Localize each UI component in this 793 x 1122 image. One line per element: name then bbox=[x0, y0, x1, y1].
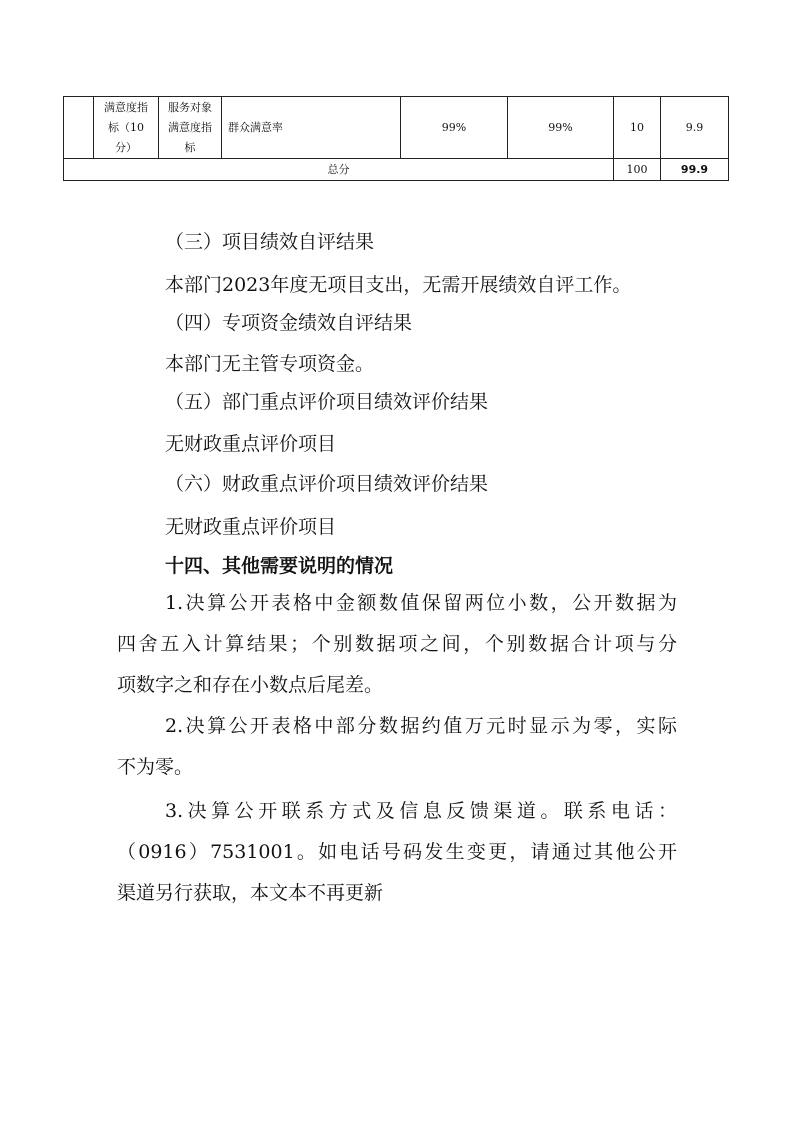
section-14-title: 十四、其他需要说明的情况 bbox=[165, 555, 394, 577]
section-5-body: 无财政重点评价项目 bbox=[165, 433, 337, 455]
table-total-weight: 100 bbox=[614, 159, 661, 181]
note-3 bbox=[117, 791, 677, 914]
section-6-body: 无财政重点评价项目 bbox=[165, 516, 337, 538]
table-cell-category: 满意度指标（10分） bbox=[94, 97, 159, 159]
note-1-line-1: 1.决算公开表格中金额数值保留两位小数，公开数据为 bbox=[165, 592, 677, 614]
section-4-title: （四）专项资金绩效自评结果 bbox=[165, 312, 413, 334]
section-4-body: 本部门无主管专项资金。 bbox=[165, 353, 375, 375]
section-5-title: （五）部门重点评价项目绩效评价结果 bbox=[165, 391, 489, 413]
table-cell-empty bbox=[64, 97, 94, 159]
note-1 bbox=[117, 583, 677, 706]
table-cell-indicator: 群众满意率 bbox=[222, 97, 401, 159]
section-3-title: （三）项目绩效自评结果 bbox=[165, 231, 375, 253]
table-cell-subcategory: 服务对象满意度指标 bbox=[159, 97, 222, 159]
table-total-score: 99.9 bbox=[661, 159, 729, 181]
table-total-label: 总分 bbox=[64, 159, 614, 181]
section-3-body: 本部门2023年度无项目支出，无需开展绩效自评工作。 bbox=[165, 274, 632, 296]
table-total-row bbox=[64, 159, 729, 181]
section-6-title: （六）财政重点评价项目绩效评价结果 bbox=[165, 473, 489, 495]
note-2 bbox=[117, 706, 677, 788]
table-row bbox=[64, 97, 729, 159]
performance-table bbox=[63, 96, 729, 181]
note-2-line-2: 不为零。 bbox=[117, 756, 194, 778]
note-3-line-2: （0916）7531001。如电话号码发生变更，请通过其他公开 bbox=[117, 841, 677, 863]
table-cell-weight: 10 bbox=[614, 97, 661, 159]
note-1-line-2: 四舍五入计算结果；个别数据项之间，个别数据合计项与分 bbox=[117, 633, 677, 655]
note-3-line-1: 3.决算公开联系方式及信息反馈渠道。联系电话： bbox=[165, 800, 677, 822]
table-cell-target: 99% bbox=[401, 97, 508, 159]
note-3-line-3: 渠道另行获取，本文本不再更新 bbox=[117, 882, 384, 904]
note-1-line-3: 项数字之和存在小数点后尾差。 bbox=[117, 674, 384, 696]
table-cell-actual: 99% bbox=[508, 97, 614, 159]
table-cell-score: 9.9 bbox=[661, 97, 729, 159]
note-2-line-1: 2.决算公开表格中部分数据约值万元时显示为零，实际 bbox=[165, 715, 677, 737]
